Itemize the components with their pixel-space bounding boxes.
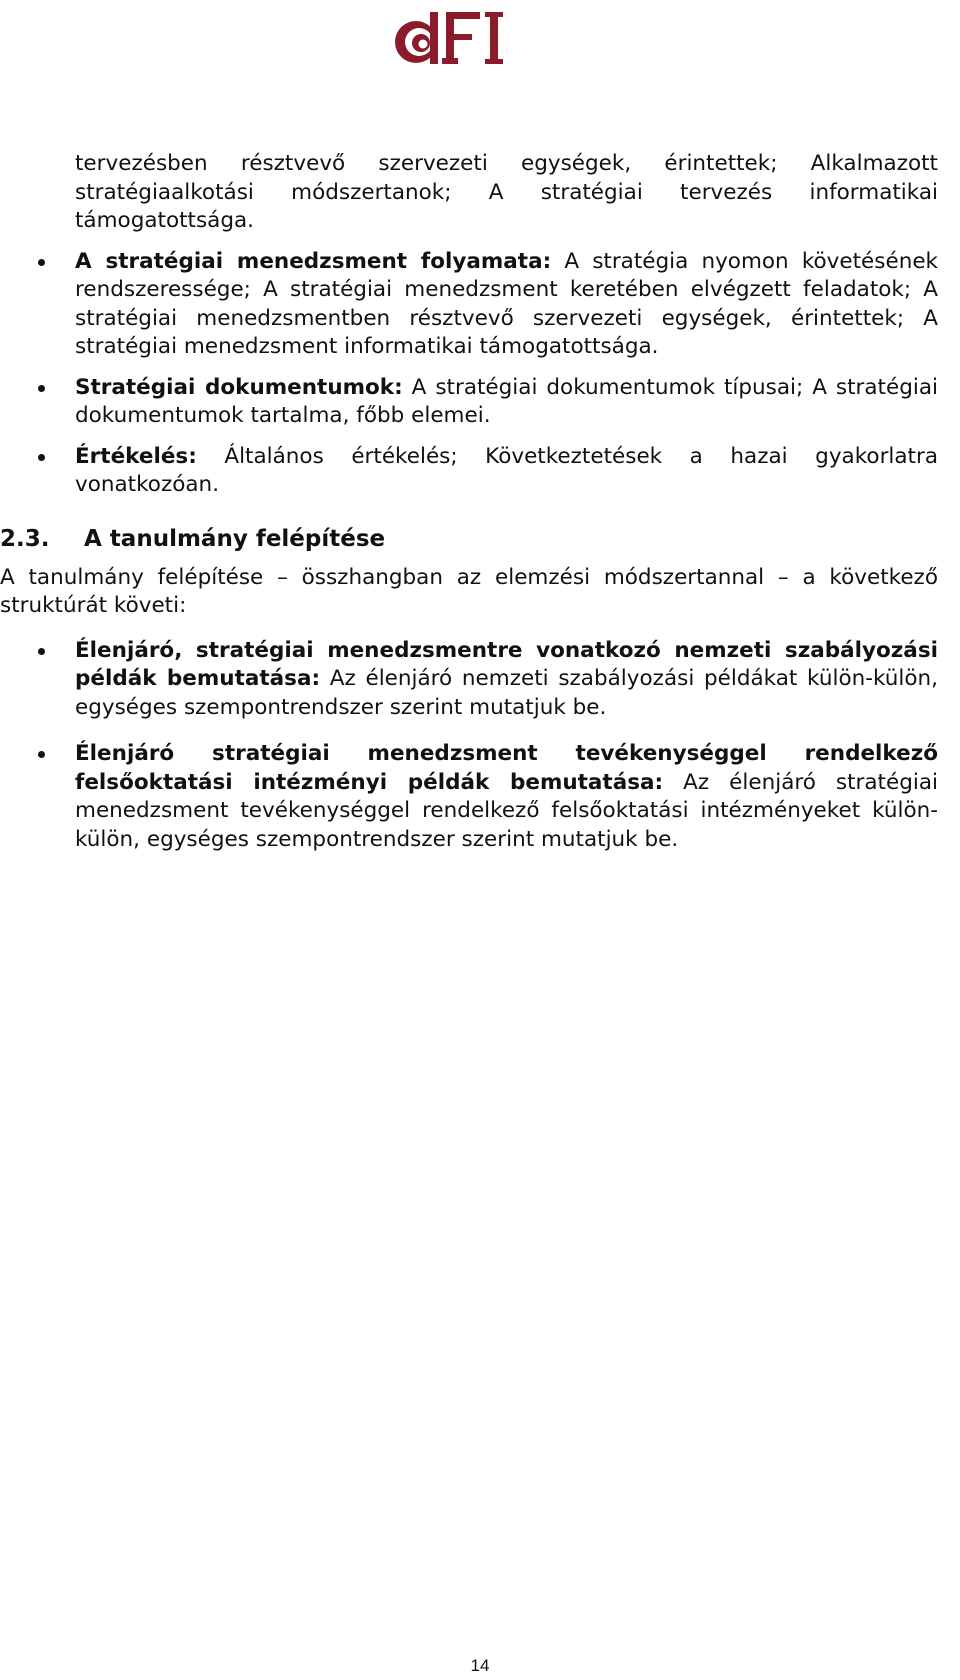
bullet-icon [38,385,45,392]
list-item-text: A stratégia nyomon követésének rendszeressége; A stratégiai menedzsment keretében elvégzett feladatok; A stratégiai menedzsmentben résztvevő szervezeti egységek, érintettek; A stratégiai menedzsment informatikai támogatottsága. [75,248,938,359]
list-item [0,374,938,431]
bullet-icon [38,751,45,758]
list-item-text: Az élenjáró stratégiai menedzsment tevékenységgel rendelkező felsőoktatási intézményeket külön-külön, egységes szempontrendszer szerint mutatjuk be. [75,769,938,852]
section-number: 2.3. [0,525,50,552]
list-item [0,443,938,500]
section-paragraph: A tanulmány felépítése – összhangban az elemzési módszertannal – a következő struktúrát követi: [0,564,938,618]
bullet-list-1 [0,248,938,500]
list-item-text: Általános értékelés; Következtetések a hazai gyakorlatra vonatkozóan. [75,443,938,497]
section-title: A tanulmány felépítése [84,525,386,552]
intro-paragraph: tervezésben résztvevő szervezeti egységek, érintettek; Alkalmazott stratégiaalkotási módszertanok; A stratégiai tervezés informatikai támogatottsága. [75,151,938,233]
list-item-title: A stratégiai menedzsment folyamata: [75,248,552,274]
list-item [0,637,938,723]
list-item-text: A stratégiai dokumentumok típusai; A stratégiai dokumentumok tartalma, főbb elemei. [75,374,938,428]
bullet-icon [38,648,45,655]
ofi-logo-mark [392,6,522,68]
list-item [0,740,938,854]
document-body [0,150,938,854]
page-number: 14 [470,1656,490,1675]
list-item-title: Stratégiai dokumentumok: [75,374,403,400]
list-item-text: Az élenjáró nemzeti szabályozási példákat külön-külön, egységes szempontrendszer szerint mutatjuk be. [75,666,938,720]
bullet-icon [38,259,45,266]
list-item [0,248,938,362]
bullet-list-2 [0,637,938,855]
section-heading [0,524,938,554]
list-item-title: Élenjáró, stratégiai menedzsmentre vonatkozó nemzeti szabályozási példák bemutatása: [75,637,938,691]
list-item-title: Értékelés: [75,443,197,469]
bullet-icon [38,454,45,461]
ofi-logo [392,6,522,68]
list-item-title: Élenjáró stratégiai menedzsment tevékenységgel rendelkező felsőoktatási intézményi példák bemutatása: [75,741,938,795]
